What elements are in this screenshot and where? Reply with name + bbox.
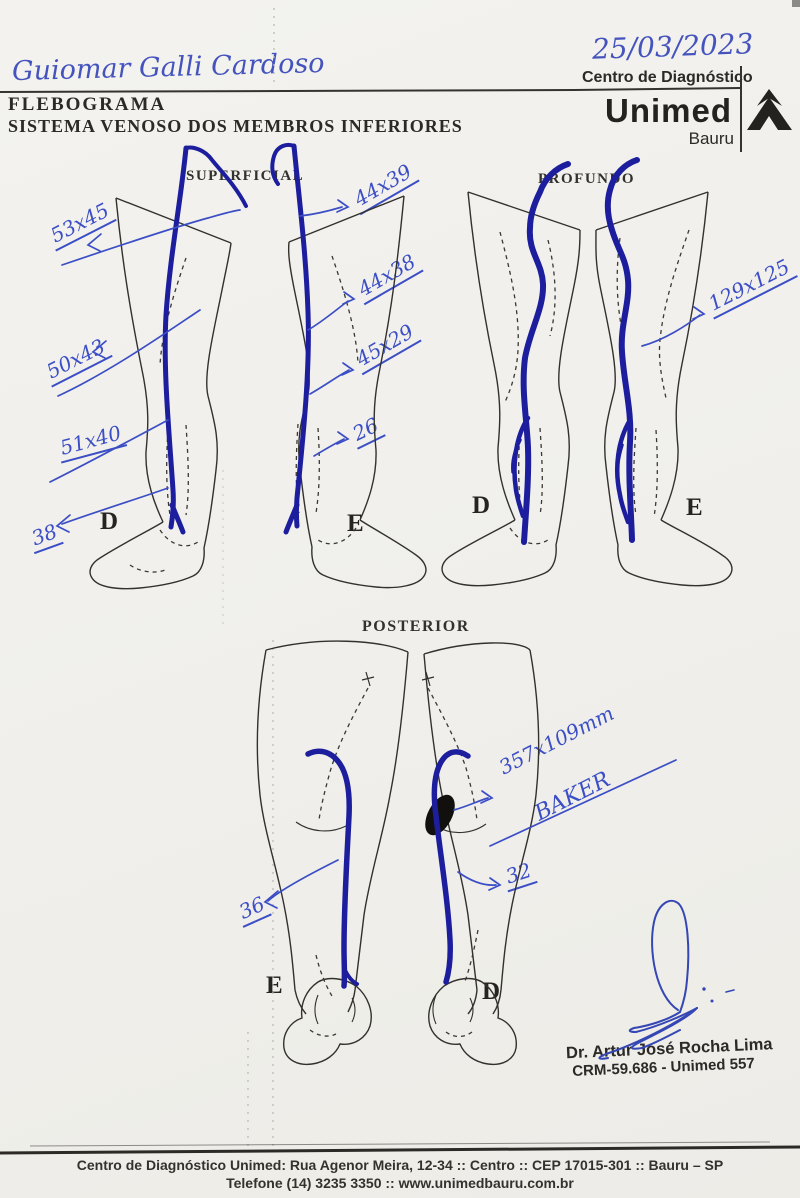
profundo-right-leg-label: E bbox=[686, 494, 703, 521]
profundo-left-leg-label: D bbox=[472, 492, 491, 519]
profundo-left-leg-dashes bbox=[500, 232, 555, 544]
unimed-logo-icon bbox=[747, 89, 792, 130]
posterior-right-leg-label: D bbox=[482, 978, 501, 1005]
section-title-profundo: PROFUNDO bbox=[538, 171, 635, 187]
measurement-sup-left-calf: 51x40 bbox=[55, 420, 128, 464]
annotation-pointer-lines bbox=[50, 200, 704, 908]
measurement-post-right-calf: 32 bbox=[500, 857, 538, 892]
posterior-leg-dashes bbox=[310, 688, 478, 1037]
exam-date-handwritten: 25/03/2023 bbox=[591, 27, 754, 66]
brand-city: Bauru bbox=[688, 129, 734, 148]
measurement-sup-right-ankle: 26 bbox=[346, 412, 386, 450]
doctor-signature bbox=[599, 901, 734, 1059]
posterior-left-leg-label: E bbox=[266, 972, 283, 999]
document-subtitle: SISTEMA VENOSO DOS MEMBROS INFERIORES bbox=[8, 116, 463, 136]
footer-phone-site: Telefone (14) 3235 3350 :: www.unimedbauru.com.br bbox=[226, 1175, 574, 1191]
superficial-left-leg-label: D bbox=[100, 508, 119, 535]
posterior-veins bbox=[308, 751, 468, 986]
measurement-baker-label: BAKER bbox=[530, 767, 615, 827]
profundo-right-leg-dashes bbox=[617, 230, 689, 517]
patient-name-handwritten: Guiomar Galli Cardoso bbox=[11, 47, 325, 88]
superficial-veins bbox=[165, 145, 308, 532]
superficial-left-leg-dashes bbox=[130, 258, 198, 572]
posterior-right-leg-outline bbox=[422, 643, 539, 1064]
measurement-sup-right-calf: 45x29 bbox=[349, 318, 422, 375]
measurement-baker-size: 357x109mm bbox=[494, 700, 618, 780]
measurement-post-left-calf: 36 bbox=[233, 890, 273, 927]
footer-rules bbox=[0, 1142, 800, 1153]
doctor-name: Dr. Artur José Rocha Lima bbox=[565, 1035, 773, 1063]
footer-address: Centro de Diagnóstico Unimed: Rua Agenor Meira, 12-34 :: Centro :: CEP 17015-301 :: Bauru – SP bbox=[76, 1157, 724, 1173]
section-title-superficial: SUPERFICIAL bbox=[186, 168, 305, 184]
measurement-sup-right-thigh: 44x39 bbox=[347, 158, 420, 215]
profundo-right-leg-outline bbox=[596, 192, 732, 586]
superficial-right-leg-label: E bbox=[347, 510, 364, 537]
measurement-prof-right: 129x125 bbox=[702, 253, 798, 320]
section-title-posterior: POSTERIOR bbox=[362, 618, 470, 635]
measurement-sup-left-ankle: 38 bbox=[25, 518, 64, 554]
measurement-sup-left-knee: 50x43 bbox=[40, 333, 113, 388]
document-title: FLEBOGRAMA bbox=[8, 94, 167, 115]
clinic-label: Centro de Diagnóstico bbox=[582, 69, 753, 86]
brand-wordmark: Unimed bbox=[604, 92, 732, 129]
profundo-veins bbox=[513, 160, 637, 542]
measurement-sup-right-knee: 44x38 bbox=[351, 248, 424, 305]
posterior-left-leg-outline bbox=[257, 641, 408, 1064]
measurement-sup-left-thigh: 53x45 bbox=[44, 197, 117, 252]
doctor-crm: CRM-59.686 - Unimed 557 bbox=[571, 1055, 756, 1080]
profundo-left-leg-outline bbox=[442, 192, 580, 586]
baker-cyst-mark bbox=[419, 790, 461, 840]
scan-artifact bbox=[792, 0, 800, 7]
superficial-right-leg-dashes bbox=[296, 256, 358, 544]
